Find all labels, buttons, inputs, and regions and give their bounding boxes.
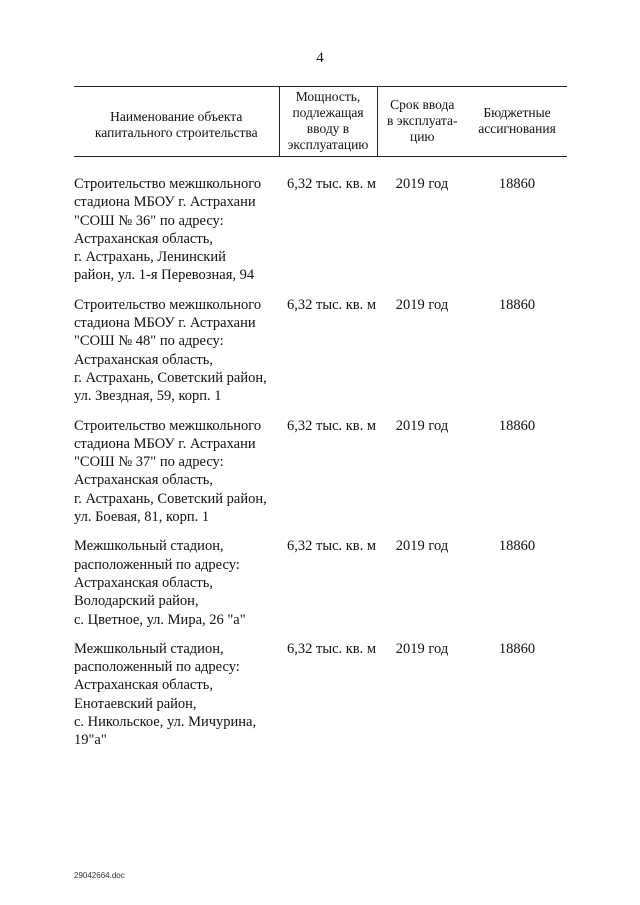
budget-cell: 18860	[498, 640, 536, 657]
table-header-row	[74, 87, 567, 157]
header-budget-allocations: Бюджетные ассигнования	[478, 105, 556, 136]
budget-cell: 18860	[498, 296, 536, 313]
capacity-cell: 6,32 тыс. кв. м	[287, 538, 377, 555]
budget-cell: 18860	[498, 176, 536, 192]
table-row	[74, 296, 567, 417]
object-name-cell: Межшкольный стадион, расположенный по адресу: Астраханская область, Енотаевский район, с. Никольское, ул. Мичурина, 19"а"	[74, 640, 257, 749]
budget-cell: 18860	[498, 538, 536, 555]
table-row	[74, 640, 567, 761]
capital-construction-table	[74, 86, 567, 761]
commissioning-date-cell: 2019 год	[395, 296, 449, 313]
budget-cell: 18860	[498, 417, 536, 434]
commissioning-date-cell: 2019 год	[395, 176, 449, 192]
commissioning-date-cell: 2019 год	[395, 417, 449, 434]
page-number: 4	[316, 50, 324, 66]
object-name-cell: Строительство межшкольного стадиона МБОУ г. Астрахани "СОШ № 36" по адресу: Астраханская область, г. Астрахань, Ленинский район, ул. 1-я Перевозная, 94	[74, 176, 262, 284]
object-name-cell: Межшкольный стадион, расположенный по адресу: Астраханская область, Володарский район, с. Цветное, ул. Мира, 26 "а"	[74, 538, 246, 628]
header-commissioning-date: Срок ввода в эксплуата- цию	[377, 87, 467, 157]
capacity-cell: 6,32 тыс. кв. м	[287, 176, 377, 192]
commissioning-date-cell: 2019 год	[395, 538, 449, 555]
document-file-footer: 29042664.doc	[74, 871, 125, 880]
commissioning-date-cell: 2019 год	[395, 640, 449, 657]
capacity-cell: 6,32 тыс. кв. м	[287, 640, 377, 657]
table-row	[74, 537, 567, 639]
object-name-cell: Строительство межшкольного стадиона МБОУ г. Астрахани "СОШ № 37" по адресу: Астраханская область, г. Астрахань, Советский район, ул. Боевая, 81, корп. 1	[74, 417, 267, 526]
capacity-cell: 6,32 тыс. кв. м	[287, 417, 377, 434]
object-name-cell: Строительство межшкольного стадиона МБОУ г. Астрахани "СОШ № 48" по адресу: Астраханская область, г. Астрахань, Советский район, ул. Звездная, 59, корп. 1	[74, 296, 267, 405]
table-row	[74, 175, 567, 296]
header-capacity: Мощность, подлежащая вводу в эксплуатацию	[279, 87, 377, 157]
capacity-cell: 6,32 тыс. кв. м	[287, 296, 377, 313]
header-object-name: Наименование объекта капитального строительства	[94, 109, 258, 140]
table-row	[74, 417, 567, 538]
